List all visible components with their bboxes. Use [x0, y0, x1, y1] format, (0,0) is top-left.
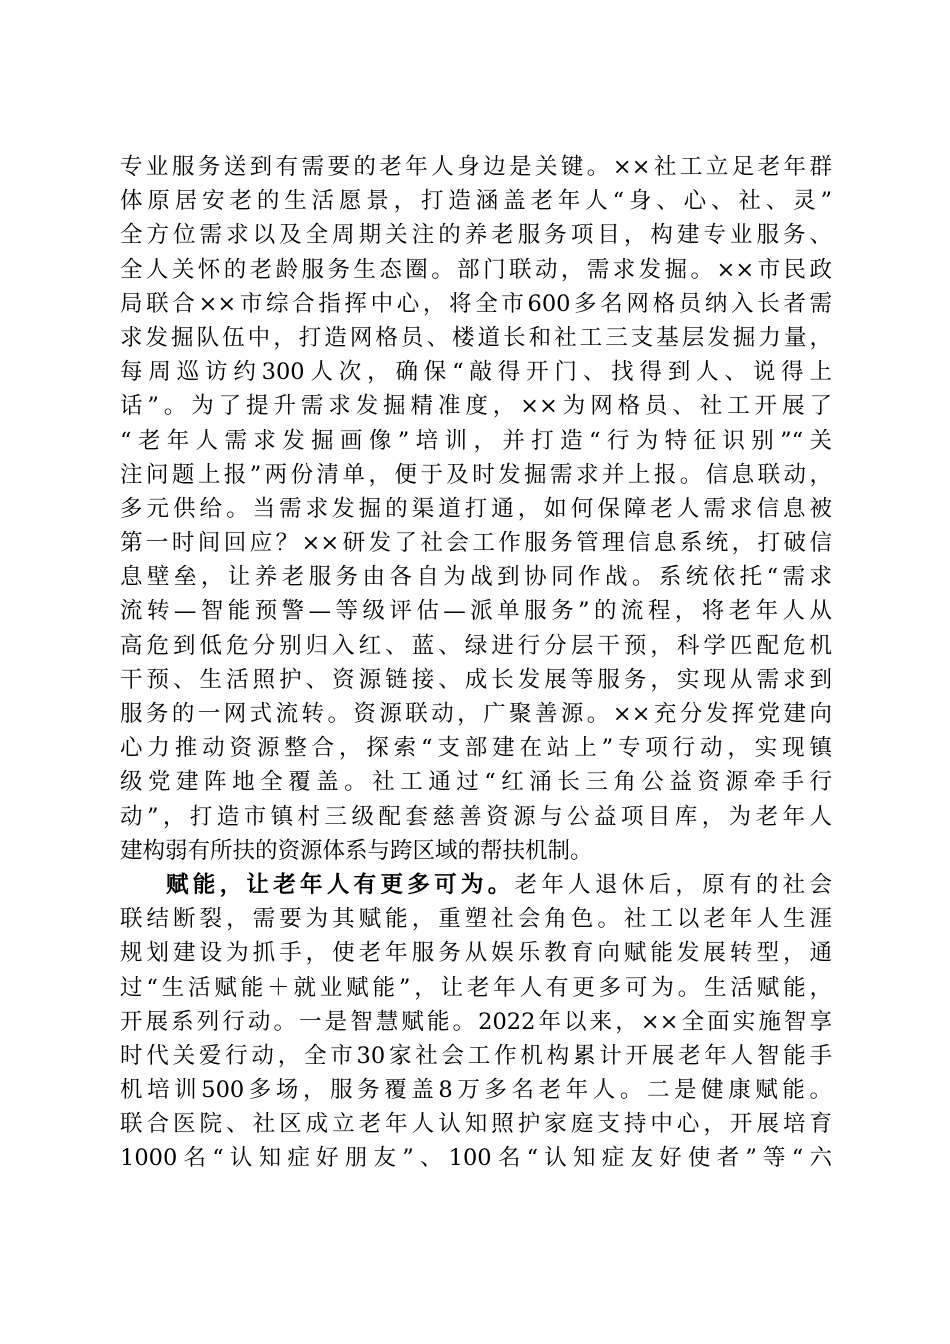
- section-heading: 赋能，让老年人有更多可为。: [166, 871, 515, 898]
- paragraph-line: 联结断裂，需要为其赋能，重塑社会角色。社工以老年人生涯: [120, 906, 832, 933]
- paragraph-line: 建构弱有所扶的资源体系与跨区域的帮扶机制。: [120, 837, 593, 864]
- paragraph-line: 机培训500多场，服务覆盖8万多名老年人。二是健康赋能。: [120, 1077, 832, 1104]
- paragraph-line: 体原居安老的生活愿景，打造涵盖老年人“身、心、社、灵”: [120, 188, 832, 215]
- paragraph-line: 1000名“认知症好朋友”、100名“认知症友好使者”等“六: [120, 1145, 832, 1172]
- paragraph-line: 服务的一网式流转。资源联动，广聚善源。××充分发挥党建向: [120, 701, 832, 727]
- document-page: [120, 150, 832, 1176]
- paragraph-line: “老年人需求发掘画像”培训，并打造“行为特征识别”“关: [120, 427, 832, 454]
- paragraph-line: 高危到低危分别归入红、蓝、绿进行分层干预，科学匹配危机: [120, 632, 832, 659]
- paragraph-line: 每周巡访约300人次，确保“敲得开门、找得到人、说得上: [120, 359, 832, 386]
- paragraph-line: 局联合××市综合指挥中心，将全市600多名网格员纳入长者需: [120, 290, 832, 317]
- paragraph-line: 话”。为了提升需求发掘精准度，××为网格员、社工开展了: [120, 393, 832, 420]
- paragraph-2: [120, 868, 832, 1176]
- paragraph-line: 干预、生活照护、资源链接、成长发展等服务，实现从需求到: [120, 666, 832, 693]
- paragraph-line: 开展系列行动。一是智慧赋能。2022年以来，××全面实施智享: [120, 1008, 832, 1035]
- paragraph-line: 注问题上报”两份清单，便于及时发掘需求并上报。信息联动，: [120, 461, 832, 488]
- paragraph-line: 心力推动资源整合，探索“支部建在站上”专项行动，实现镇: [120, 735, 832, 762]
- paragraph-1: [120, 150, 832, 868]
- paragraph-line: 求发掘队伍中，打造网格员、楼道长和社工三支基层发掘力量，: [120, 324, 832, 351]
- paragraph-first-line-text: 老年人退休后，原有的社会: [514, 871, 832, 898]
- paragraph-line: 动”，打造市镇村三级配套慈善资源与公益项目库，为老年人: [120, 803, 832, 830]
- paragraph-line: 全方位需求以及全周期关注的养老服务项目，构建专业服务、: [120, 222, 832, 249]
- paragraph-line: 时代关爱行动，全市30家社会工作机构累计开展老年人智能手: [120, 1042, 832, 1069]
- paragraph-line: 全人关怀的老龄服务生态圈。部门联动，需求发掘。××市民政: [120, 256, 832, 283]
- paragraph-line: 联合医院、社区成立老年人认知照护家庭支持中心，开展培育: [120, 1111, 832, 1138]
- paragraph-line: 过“生活赋能＋就业赋能”，让老年人有更多可为。生活赋能，: [120, 974, 832, 1001]
- paragraph-line: 级党建阵地全覆盖。社工通过“红涌长三角公益资源牵手行: [120, 769, 832, 796]
- paragraph-line: 多元供给。当需求发掘的渠道打通，如何保障老人需求信息被: [120, 495, 832, 522]
- paragraph-line: 规划建设为抓手，使老年服务从娱乐教育向赋能发展转型，通: [120, 940, 832, 967]
- paragraph-line: 第一时间回应？××研发了社会工作服务管理信息系统，打破信: [120, 530, 832, 557]
- paragraph-first-line: [120, 868, 832, 902]
- paragraph-line: 流转—智能预警—等级评估—派单服务”的流程，将老年人从: [120, 598, 832, 625]
- paragraph-line: 专业服务送到有需要的老年人身边是关键。××社工立足老年群: [120, 154, 832, 180]
- paragraph-line: 息壁垒，让养老服务由各自为战到协同作战。系统依托“需求: [120, 564, 832, 591]
